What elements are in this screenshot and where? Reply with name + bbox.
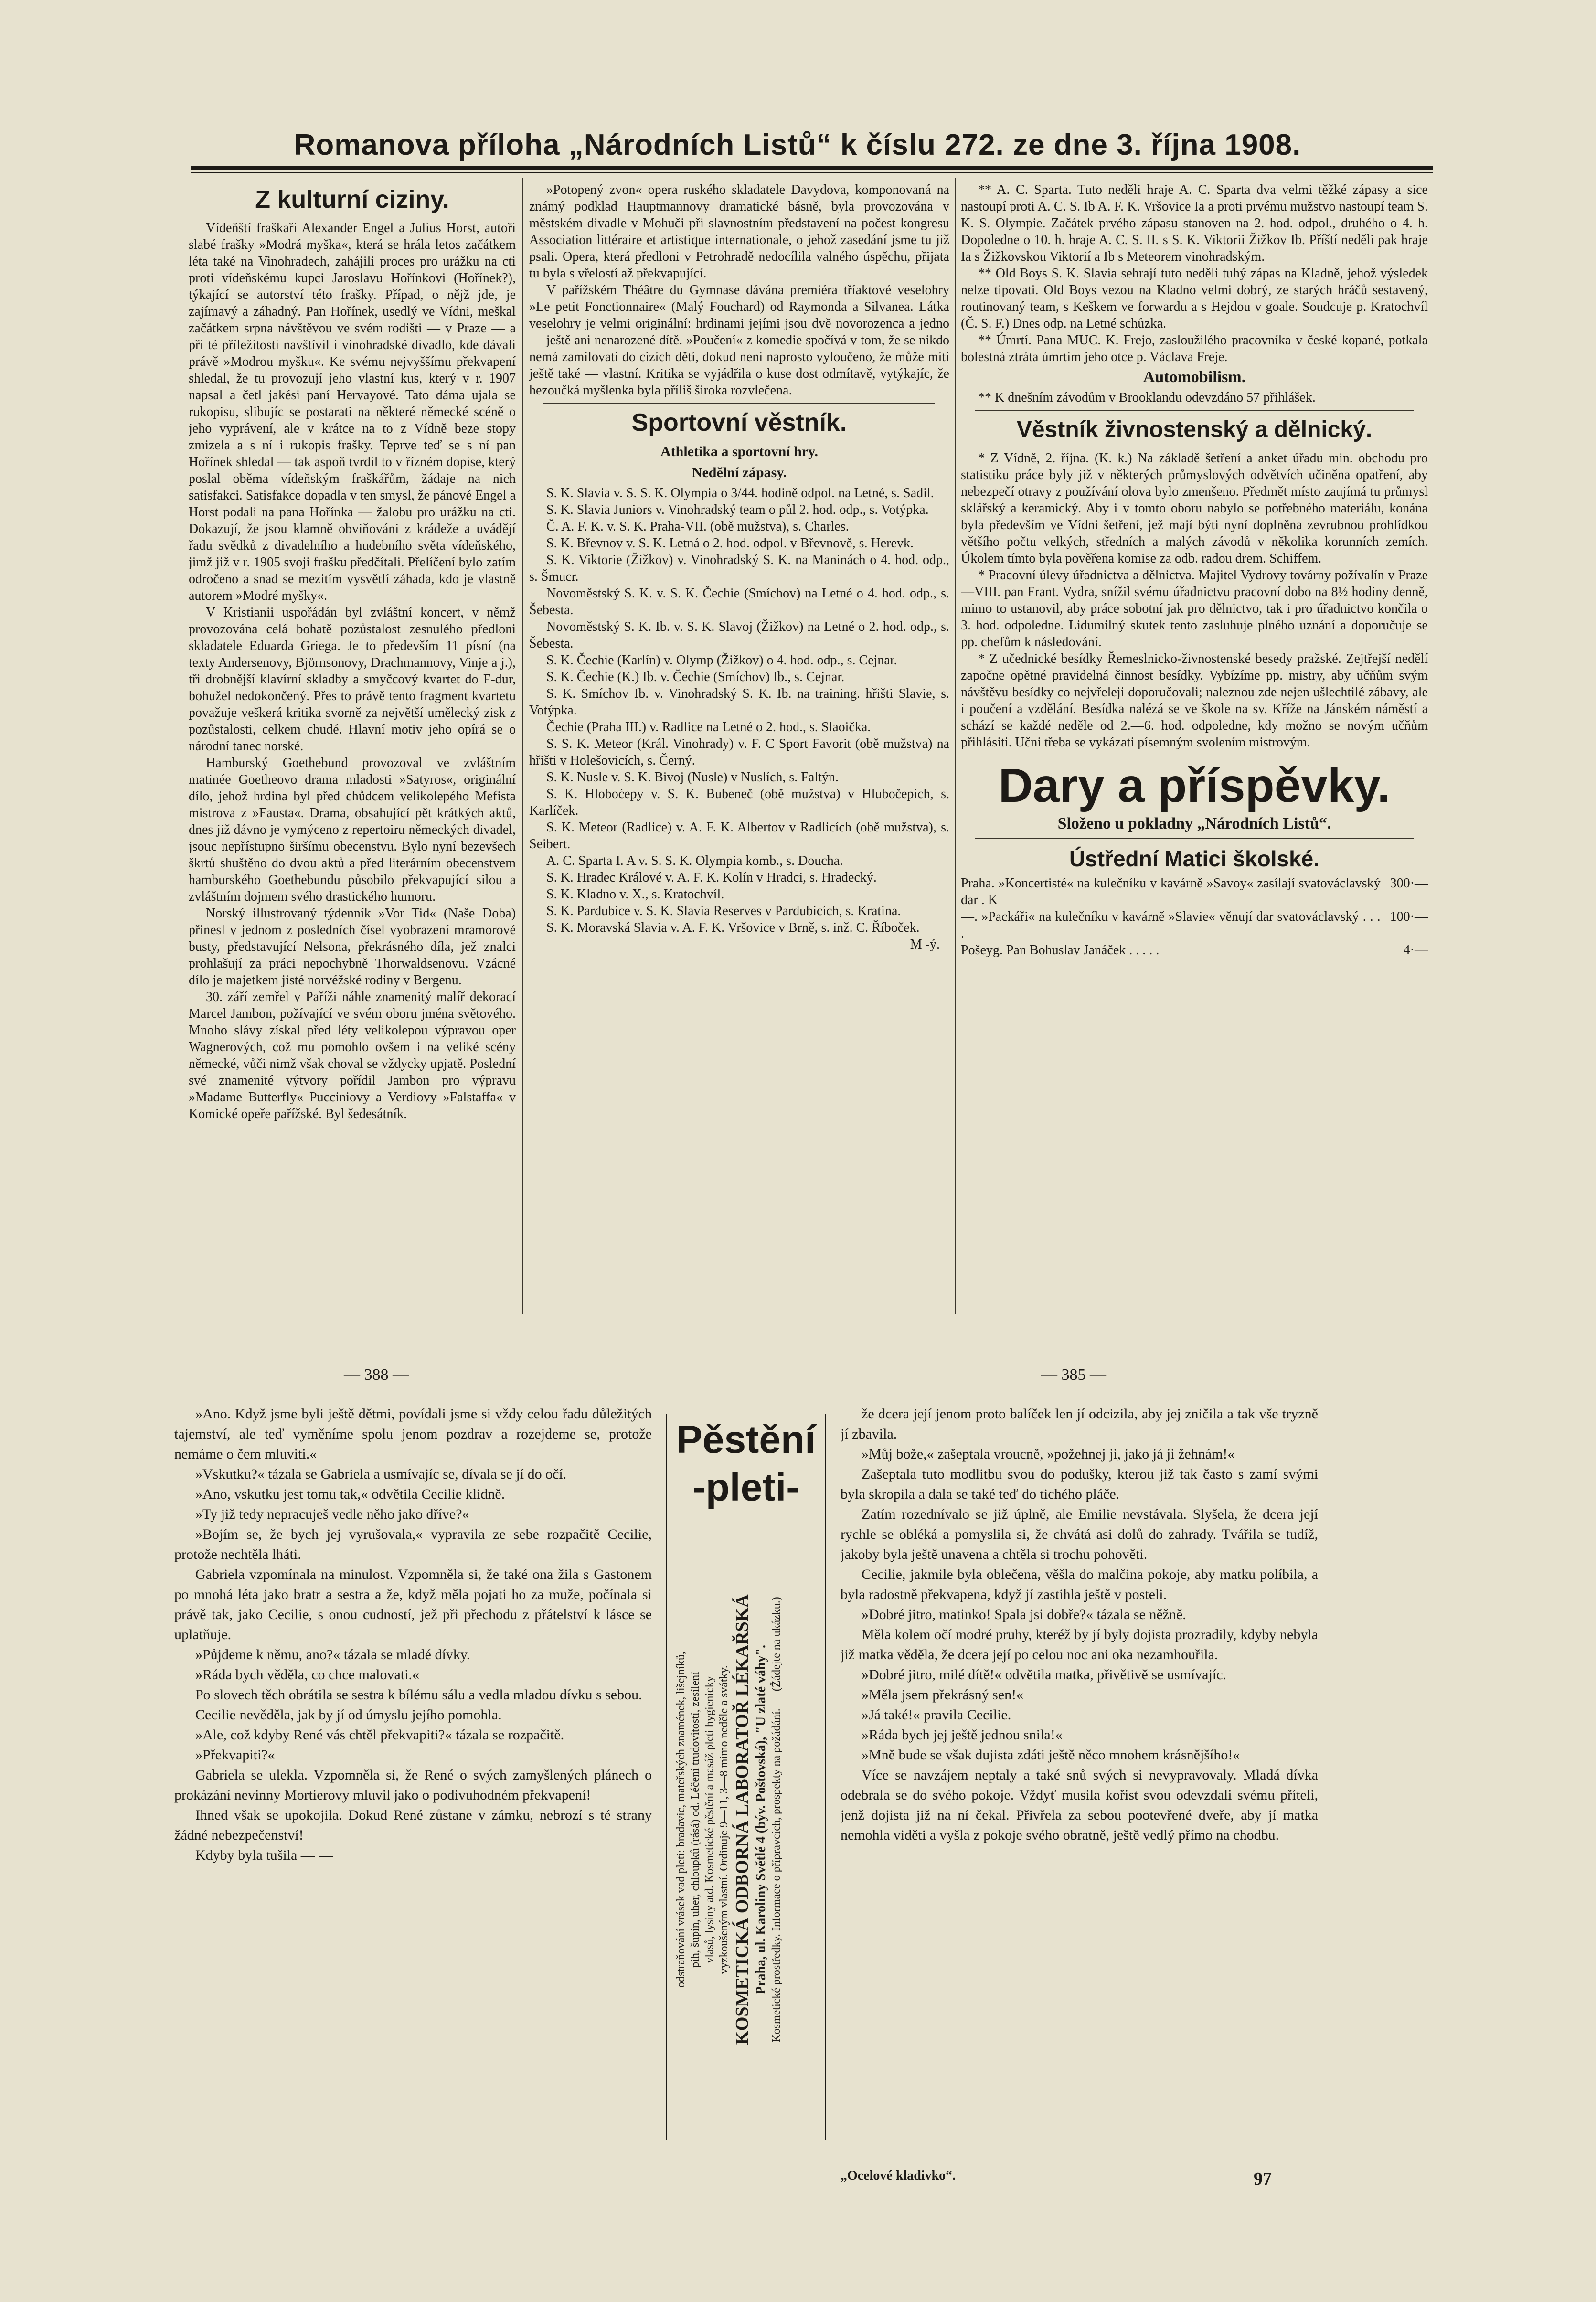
novel-paragraph: »Já také!« pravila Cecilie. bbox=[862, 1707, 1011, 1723]
ad-title: Pěstění bbox=[676, 1418, 816, 1461]
trade-paragraph: * Z Vídně, 2. října. (K. k.) Na základě šetření a anket úřadu min. obchodu pro statistiku práce byly již v některých průmyslových odvětvích učiněna opatření, aby nebezpečí otravy z používání olova bylo zmenšeno. Předmět místo zaujímá tu průmysl sklářský a keramický. Aby i v tomto oboru nabylo se potřebného materiálu, konána byla především ve Vídni šetření, jež mají býti nyní doplněna zevrubnou prohlídkou většího počtu velkých, středních a malých závodů v několika korunních zemích. Úkolem tímto byla pověřena komise za odb. radou drem. Schiffem. bbox=[961, 451, 1428, 566]
novel-paragraph: »Půjdeme k němu, ano?« tázala se mladé dívky. bbox=[195, 1647, 470, 1663]
sports-signature: M -ý. bbox=[910, 937, 940, 952]
novel-paragraph: »Měla jsem překrásný sen!« bbox=[862, 1687, 1024, 1703]
automobilism-text: ** K dnešním závodům v Brooklandu odevzdáno 57 přihlášek. bbox=[978, 390, 1316, 405]
section-title-culture: Z kulturní ciziny. bbox=[255, 186, 449, 213]
novel-paragraph: »Ano. Když jsme byli ještě dětmi, povídali jsme si vždy celou řadu důležitých tajemství, ale teď vyměníme spolu jenom pozdrav a rozejdeme se, protože nemáme o čem mluviti.« bbox=[174, 1406, 652, 1462]
article-paragraph: »Potopený zvon« opera ruského skladatele Davydova, komponovaná na známý podklad Hauptmannovy dramatické básně, byla provozována v městském divadle v Mohuči při slavnostním představení na počest kongresu Association littéraire et artistique internationale, o jehož zasedání jsme tu již psali. Opera, která předloni v Petrohradě nedocílila valného úspěchu, přijata tu byla s vřelostí až překvapující. bbox=[529, 182, 949, 281]
matches-subtitle: Nedělní zápasy. bbox=[692, 465, 787, 480]
novel-paragraph: »Ráda bych jej ještě jednou snila!« bbox=[862, 1727, 1063, 1743]
novel-paragraph: »Ano, vskutku jest tomu tak,« odvětila Cecilie klidně. bbox=[195, 1486, 505, 1502]
novel-paragraph: Ihned však se upokojila. Dokud René zůstane v zámku, nebrozí s té strany žádné nebezpečenství! bbox=[174, 1807, 652, 1843]
novel-right-page bbox=[841, 1404, 1318, 2168]
sports-note: ** Úmrtí. Pana MUC. K. Frejo, zasloužilého pracovníka v české kopané, potkala bolestná ztráta úmrtím jeho otce p. Václava Freje. bbox=[961, 333, 1428, 364]
novel-paragraph: »Vskutku?« tázala se Gabriela a usmívajíc se, dívala se jí do očí. bbox=[195, 1466, 567, 1482]
article-paragraph: Vídeňští fraškaři Alexander Engel a Julius Horst, autoři slabé frašky »Modrá myška«, která se hrála letos začátkem léta také na Vinohradech, zahájili proces pro urážku na cti proti vídeňskému kupci Jaroslavu Hořínkovi (Hořínek?), týkající se autorství této frašky. Případ, o nějž jde, je zajímavý a záhadný. Pan Hořínek, usedlý ve Vídni, meškal začátkem srpna návštěvou ve svém rodišti — v Praze — a při té příležitosti navštívil i vinohradské divadlo, kde dávali právě »Modrou myšku«. Ke svému nejvyššímu překvapení shledal, že tu provozují jeho vlastní kus, který v r. 1907 napsal a četl jakési paní Hervayové. Tato dáma ujala se rukopisu, slibujíc se postarati na některé německé scéně o jeho vyprávení, ale v krátce na to z Vídně beze stopy zmizela a s ní i rukopis frašky. Teprve teď se s ní pan Hořínek shledal — tak aspoň tvrdil to v řízném dopise, který poslal oběma vídeňským fraškářům, žádaje na nich satisfakci. Satisfakce dopadla v ten smysl, že pánové Engel a Horst podali na pana Hořínka — žalobu pro urážku na cti. Dokazují, že jsou klamně obviňováni z krádeže a uvádějí řadu svědků z divadelního a hudebního světa vídeňského, jimž již v r. 1905 svoji frašku předčítali. Přelíčení bylo zatím odročeno a snad se mezitím vysvětlí záhada, kdo je vlastně autorem »Modré myšky«. bbox=[189, 221, 516, 603]
match-item: S. S. K. Meteor (Král. Vinohrady) v. F. C Sport Favorit (obě mužstva) na hřišti v Holešovicích, s. Černý. bbox=[529, 736, 949, 768]
donation-amount: 300·— bbox=[1390, 876, 1428, 891]
donation-entry bbox=[961, 908, 1428, 942]
donation-amount: 4·— bbox=[1403, 943, 1428, 958]
sports-subtitle: Athletika a sportovní hry. bbox=[660, 444, 819, 459]
ad-line: vyzkoušeným vlastní. Ordinuje 9—11, 3—8 mimo neděle a svátky. bbox=[718, 1665, 730, 1974]
novel-paragraph: Zašeptala tuto modlitbu svou do podušky, kterou již tak často s zamí svými byla skropila a dala se také teď do tichého pláče. bbox=[841, 1466, 1318, 1502]
ad-rotated-text bbox=[674, 1519, 817, 2121]
page-number: 97 bbox=[1254, 2169, 1272, 2189]
novel-paragraph: Měla kolem očí modré pruhy, kteréž by jí byly dojista prozradily, kdyby nebyla již matka věděla, že dcera její po celou noc ani oka nezamhouřila. bbox=[841, 1627, 1318, 1663]
donation-list bbox=[961, 875, 1428, 959]
ad-line: Kosmetické prostředky. Informace o přípravcích, prospekty na požádání. — (Žádejte na ukázku.) bbox=[770, 1597, 783, 2043]
donation-text: Praha. »Koncertisté« na kulečníku v kavárně »Savoy« zasílají svatováclavský dar . K bbox=[961, 876, 1381, 907]
column-divider bbox=[522, 178, 523, 1314]
match-item: Novoměstský S. K. v. S. K. Čechie (Smíchov) na Letné o 4. hod. odp., s. Šebesta. bbox=[529, 586, 949, 618]
ad-line: pih, šupin, uher, chloupků (rásá) od. Léčení trudovitostí, zesílení bbox=[689, 1672, 702, 1968]
novel-paragraph: že dcera její jenom proto balíček len jí odcizila, aby jej zničila a tak vše tryzně jí zbavila. bbox=[841, 1406, 1318, 1442]
novel-paragraph: »Ty již tedy nepracuješ vedle něho jako dříve?« bbox=[195, 1506, 469, 1522]
ad-line: vlasů, lysiny atd. Kosmetické pěstění a masáž pleti hygienicky bbox=[703, 1676, 716, 1963]
novel-paragraph: »Bojím se, že bych jej vyrušovala,« vypravila ze sebe rozpačitě Cecilie, protože nechtěla lháti. bbox=[174, 1526, 652, 1562]
novel-paragraph: »Ale, což kdyby René vás chtěl překvapiti?« tázala se rozpačitě. bbox=[195, 1727, 564, 1743]
novel-paragraph: Kdyby byla tušila — — bbox=[195, 1847, 333, 1863]
novel-paragraph: »Mně bude se však dujista zdáti ještě něco mnohem krásnějšího!« bbox=[862, 1747, 1240, 1763]
donation-text: Pošeyg. Pan Bohuslav Janáček . . . . . bbox=[961, 943, 1160, 958]
novel-paragraph: Zatím rozednívalo se již úplně, ale Emilie nevstávala. Slyšela, že dcera její rychle se obléká a pomyslila si, že chvátá asi dolů do zahrady. Tvářila se tudíž, jakoby byla ještě unavena a chtěla si trochu pohověti. bbox=[841, 1506, 1318, 1562]
automobilism-title: Automobilism. bbox=[1143, 368, 1246, 386]
match-item: Novoměstský S. K. Ib. v. S. K. Slavoj (Žižkov) na Letné o 2. hod. odp., s. Šebesta. bbox=[529, 619, 949, 651]
novel-paragraph: »Překvapiti?« bbox=[195, 1747, 275, 1763]
folio-left: — 388 — bbox=[344, 1366, 409, 1384]
match-item: S. K. Nusle v. S. K. Bivoj (Nusle) v Nuslích, s. Faltýn. bbox=[546, 770, 839, 785]
column-divider bbox=[955, 178, 956, 1314]
match-item: S. K. Pardubice v. S. K. Slavia Reserves v Pardubicích, s. Kratina. bbox=[546, 904, 901, 918]
article-paragraph: V pařížském Théâtre du Gymnase dávána premiéra tříaktové veselohry »Le petit Fonctionnaire« (Malý Fouchard) od Raymonda a Silvanea. Látka veselohry je velmi originální: hrdinami jejími jsou dvě novorozenca a jedno — ještě ani nenarozené dítě. »Poučení« z komedie spočívá v tom, že se nikdo nemá zamilovati do cizích dětí, dokud není naprosto vyloučeno, že může míti ještě také — vlastní. Kritika se vyjádřila o kuse dost odmítavě, vytýkajíc, že hezoučká myšlenka byla příliš široka rozvlečena. bbox=[529, 283, 949, 398]
trade-articles bbox=[961, 450, 1428, 751]
culture-articles-cont bbox=[529, 181, 949, 399]
novel-paragraph: Po slovech těch obrátila se sestra k bílému sálu a vedla mladou dívku s sebou. bbox=[195, 1687, 642, 1703]
match-item: S. K. Slavia Juniors v. Vinohradský team o půl 2. hod. odp., s. Votýpka. bbox=[546, 502, 929, 517]
sports-note: ** Old Boys S. K. Slavia sehrají tuto neděli tuhý zápas na Kladně, jehož výsledek nelze tipovati. Old Boys vezou na Kladno velmi dobrý, ze starých hráčů sestavený, routinovaný team, s Keškem ve forwardu a s Hejdou v goale. Soudcuje p. Kratochvíl (Č. S. F.) Dnes odp. na Letné schůzka. bbox=[961, 266, 1428, 331]
article-paragraph: V Kristianii uspořádán byl zvláštní koncert, v němž provozována celá bohatě pozůstalost zesnulého předloni skladatele Eduarda Griega. Je to především 11 písní (na texty Andersenovy, Björnsonovy, Drachmannovy, Vinje a j.), tři drobnější klavírní skladby a smyčcový kvartet do F-dur, bohužel nedokončený. Přes to právě tento fragment kvartetu považuje veškerá kritika svorně za největší umělecký zisk z pozůstalosti, celkem chudé. Hlavní motiv jeho opírá se o národní tanec norské. bbox=[189, 605, 516, 754]
novel-paragraph: Gabriela se ulekla. Vzpomněla si, že René o svých zamyšlených plánech o prokázání nevinny Mortierovy mluvil jako o podivuhodném překvapení! bbox=[174, 1767, 652, 1803]
novel-source: „Ocelové kladivko“. bbox=[841, 2168, 956, 2183]
match-item: S. K. Smíchov Ib. v. Vinohradský S. K. Ib. na training. hřišti Slavie, s. Votýpka. bbox=[529, 686, 949, 718]
novel-paragraph: Cecilie, jakmile byla oblečena, věšla do malčina pokoje, aby matku políbila, a byla radostně překvapena, když jí zastihla ještě v posteli. bbox=[841, 1567, 1318, 1602]
masthead-rule-thin bbox=[191, 172, 1433, 173]
novel-paragraph: Více se navzájem neptaly a také snů svých si nevypravovaly. Mladá dívka odebrala se do svého pokoje. Vždyť musila kořist svou odevzdali svému příteli, jenž dojista již na ní čekal. Přivřela za sebou pootevřené dveře, aby jí matka nemohla viděti a vyšla z pokoje svého obratně, ještě vedlý přímo na chodbu. bbox=[841, 1767, 1318, 1843]
article-paragraph: Hamburský Goethebund provozoval ve zvláštním matinée Goetheovo drama mladosti »Satyros«, originální dílo, jehož hrdina byl před chůdcem velikolepého Mefista mistrova z »Fausta«. Drama, obsahující pět krátkých aktů, dnes již dávno je vymýceno z repertoiru německých divadel, jsouc nepřístupno širšímu obecenstvu. Bylo nyní bezevšech škrtů shuštěno do dvou aktů a před literárním obecenstvem hamburského Goethebundu působilo překvapující silou a zvláštním dojmem svého drastického humoru. bbox=[189, 756, 516, 904]
match-item: S. K. Čechie (Karlín) v. Olymp (Žižkov) o 4. hod. odp., s. Cejnar. bbox=[546, 653, 897, 668]
novel-left-page bbox=[174, 1404, 652, 2140]
match-item: S. K. Břevnov v. S. K. Letná o 2. hod. odpol. v Břevnově, s. Herevk. bbox=[546, 536, 914, 551]
divider bbox=[975, 410, 1414, 411]
column-culture bbox=[189, 181, 516, 1280]
folio-right: — 385 — bbox=[1041, 1366, 1106, 1384]
donation-text: —. »Packáři« na kulečníku v kavárně »Slavie« věnují dar svatováclavský . . . . bbox=[961, 909, 1381, 941]
section-title-trade: Věstník živnostenský a dělnický. bbox=[1016, 417, 1373, 442]
masthead: Romanova příloha „Národních Listů“ k číslu 272. ze dne 3. října 1908. bbox=[294, 128, 1301, 161]
divider bbox=[975, 838, 1414, 839]
matches-list bbox=[529, 485, 949, 936]
article-paragraph: Norský illustrovaný týdenník »Vor Tid« (Naše Doba) přinesl v jednom z posledních čísel vyobrazení mramorové busty, představující Nelsona, překrásného díla, jež znalci prohlašují za práci nepochybně Thorwaldsenovu. Vzácné dílo je majetkem jisté norvéžské rodiny v Bergenu. bbox=[189, 906, 516, 988]
match-item: A. C. Sparta I. A v. S. S. K. Olympia komb., s. Doucha. bbox=[546, 853, 843, 868]
donation-entry bbox=[961, 875, 1428, 908]
novel-paragraph: »Můj bože,« zašeptala vroucně, »požehnej ji, jako já ji žehnám!« bbox=[862, 1446, 1235, 1462]
trade-paragraph: * Z učednické besídky Řemeslnicko-živnostenské besedy pražské. Zejtřejší nedělí započne opětné pravidelná činnost besídky. Vybízíme pp. mistry, aby učňům svým návštěvu besídky co nejvřeleji doporučovali; naleznou zde nejen ušlechtilé zábavy, ale i poučení a vzdělání. Besídka nalézá se ve škole na sv. Kříže na Jánském náměstí a schází se každé neděle od 2.—6. hod. odpoledne, kdy možno se novým učňům přihlásiti. Učni třeba se vykázati písemným svolením mistrovým. bbox=[961, 651, 1428, 750]
donation-amount: 100·— bbox=[1390, 909, 1428, 924]
match-item: S. K. Meteor (Radlice) v. A. F. K. Albertov v Radlicích (obě mužstva), s. Seibert. bbox=[529, 820, 949, 852]
divider bbox=[543, 403, 935, 404]
ad-line: odstraňování vrásek vad pleti: bradavic, mateřských znamének, lišejníků, bbox=[675, 1652, 687, 1988]
novel-paragraph: »Dobré jitro, matinko! Spala jsi dobře?« tázala se něžně. bbox=[862, 1607, 1186, 1622]
matice-title: Ústřední Matici školské. bbox=[1069, 846, 1320, 871]
sports-note: ** A. C. Sparta. Tuto neděli hraje A. C. Sparta dva velmi těžké zápasy a sice nastoupí proti A. C. S. Ib A. F. K. Vršovice Ia a proti prvému mužstvo nastoupí team S. K. S. Olympie. Začátek prvého zápasu stanoven na 2. hod. odpol., druhého o 4. h. Dopoledne o 10. h. hraje A. C. S. II. s S. K. Viktorii Žižkov Ib. Příští neděli pak hraje Ia s Žižkovskou Viktorií a Ib s Meteorem vinohradským. bbox=[961, 182, 1428, 264]
novel-paragraph: »Dobré jitro, milé dítě!« odvětila matka, přivětivě se usmívajíc. bbox=[862, 1667, 1226, 1683]
column-notices bbox=[961, 181, 1428, 1280]
novel-paragraph: Gabriela vzpomínala na minulost. Vzpomněla si, že také ona žila s Gastonem po mnohá léta jako bratr a sestra a že, když měla pojati ho za muže, počínala si právě tak, jako Cecilie, s onou cudností, jež při přechodu z přátelství k lásce se uplatňuje. bbox=[174, 1567, 652, 1642]
match-item: Čechie (Praha III.) v. Radlice na Letné o 2. hod., s. Slaoička. bbox=[546, 720, 871, 735]
match-item: S. K. Hradec Králové v. A. F. K. Kolín v Hradci, s. Hradecký. bbox=[546, 870, 877, 885]
trade-paragraph: * Pracovní úlevy úřadnictva a dělnictva. Majitel Vydrovy továrny požívalín v Praze—VIII. pan Frant. Vydra, snížil svému úřadnictvu pracovní dobo na 8½ hodiny denně, mimo to ustanovil, aby práce sobotní jak pro dělnictvo, tak i pro úřadnictvo končila o 3. hod. odpoledne. Lidumilný skutek tento zasluhuje plného uznání a doporučuje se pp. chefům k následování. bbox=[961, 568, 1428, 650]
match-item: S. K. Kladno v. X., s. Kratochvíl. bbox=[546, 887, 724, 902]
novel-paragraph: »Ráda bych věděla, co chce malovati.« bbox=[195, 1667, 419, 1683]
article-paragraph: 30. září zemřel v Paříži náhle znamenitý malíř dekorací Marcel Jambon, požívající ve svém oboru jména světového. Mnoho slávy získal před léty velikolepou výpravou oper Wagnerových, což mu pomohlo ovšem i na veliké scény německé, vůči nimž však choval se vždycky upjatě. Poslední své znamenité výtvory pořídil Jambon pro výpravu »Madame Butterfly« Pucciniovy a Verdiovy »Falstaffa« v Komické opeře pařížské. Byl šedesátník. bbox=[189, 990, 516, 1121]
ad-line: KOSMETICKÁ ODBORNÁ LABORATOŘ LÉKAŘSKÁ bbox=[732, 1594, 752, 2045]
donation-entry bbox=[961, 942, 1428, 959]
cosmetics-advertisement bbox=[666, 1414, 826, 2140]
match-item: S. K. Hloboćepy v. S. K. Bubeneč (obě mužstva) v Hlubočepích, s. Karlíček. bbox=[529, 787, 949, 818]
sports-notes bbox=[961, 181, 1428, 365]
culture-articles bbox=[189, 220, 516, 1122]
match-item: Č. A. F. K. v. S. K. Praha-VII. (obě mužstva), s. Charles. bbox=[546, 519, 849, 534]
ad-line: Praha, ul. Karoliny Světlé 4 (býv. Poštovská), "U zlaté váhy". bbox=[754, 1644, 768, 1995]
ad-title-second: -pleti- bbox=[692, 1466, 799, 1509]
gifts-subtitle: Složeno u pokladny „Národních Listů“. bbox=[1057, 815, 1331, 832]
novel-paragraph: Cecilie nevěděla, jak by jí od úmyslu jejího pomohla. bbox=[195, 1707, 502, 1723]
match-item: S. K. Moravská Slavia v. A. F. K. Vršovice v Brně, s. inž. C. Říboček. bbox=[546, 920, 920, 935]
column-sports bbox=[529, 181, 949, 1318]
match-item: S. K. Čechie (K.) Ib. v. Čechie (Smíchov) Ib., s. Cejnar. bbox=[546, 670, 845, 684]
masthead-rule bbox=[191, 166, 1433, 170]
section-title-sports: Sportovní věstník. bbox=[631, 409, 847, 437]
gifts-title: Dary a příspěvky. bbox=[998, 759, 1391, 812]
match-item: S. K. Viktorie (Žižkov) v. Vinohradský S. K. na Maninách o 4. hod. odp., s. Šmucr. bbox=[529, 553, 949, 584]
match-item: S. K. Slavia v. S. S. K. Olympia o 3/44. hodině odpol. na Letné, s. Sadil. bbox=[546, 486, 934, 501]
